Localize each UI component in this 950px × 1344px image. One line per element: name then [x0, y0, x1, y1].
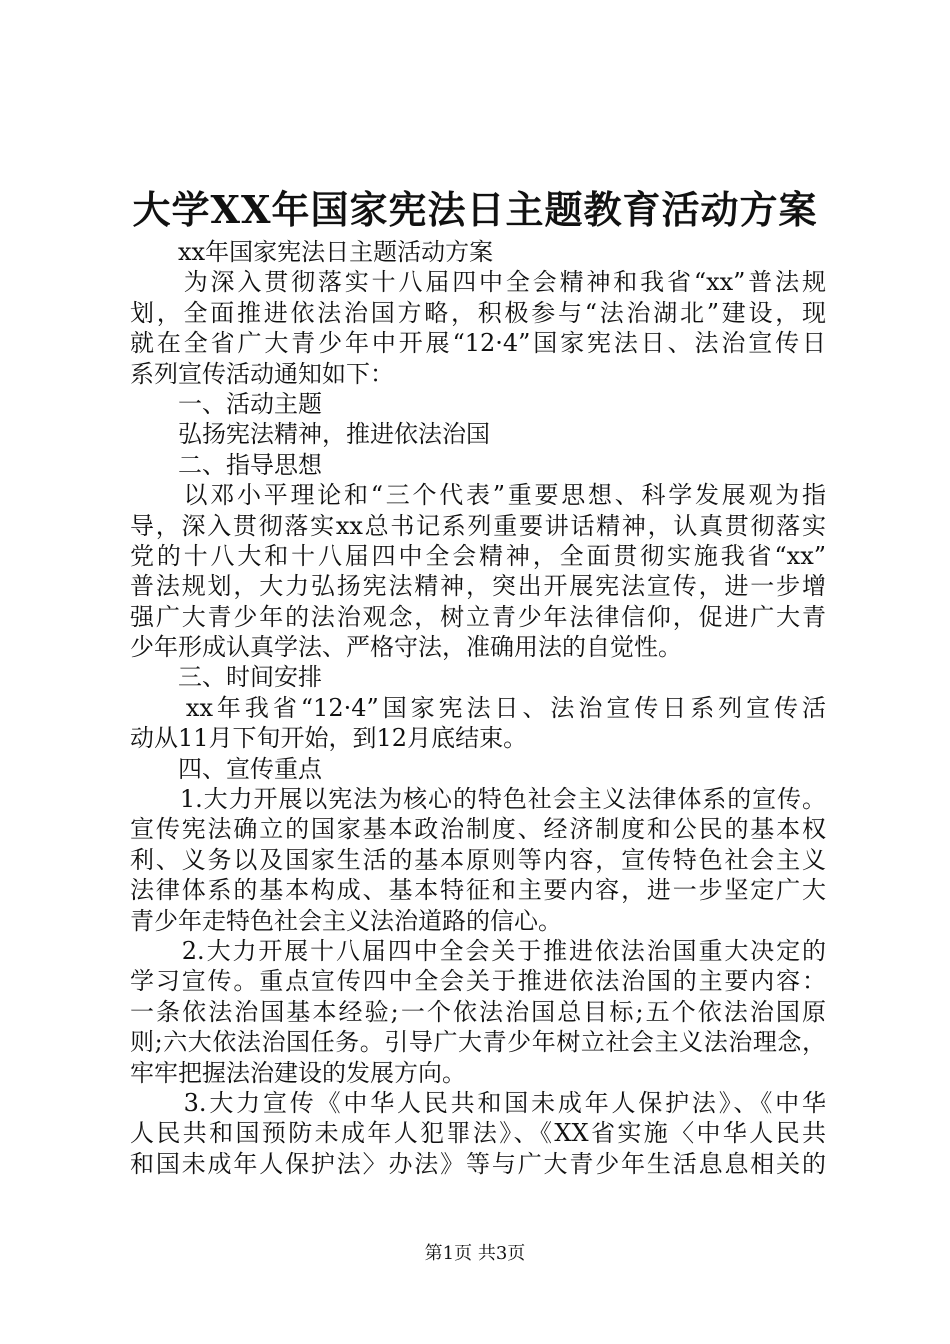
body-text-line: 法律体系的基本构成、基本特征和主要内容，进一步坚定广大: [130, 876, 826, 905]
body-text-line: 动从11月下旬开始，到12月底结束。: [130, 724, 528, 753]
document-title: 大学XX年国家宪法日主题教育活动方案: [132, 187, 818, 232]
body-text-line: 弘扬宪法精神，推进依法治国: [130, 420, 490, 449]
body-text-line: 三、时间安排: [130, 663, 322, 692]
body-text-line: 划，全面推进依法治国方略，积极参与“法治湖北”建设，现: [130, 298, 826, 327]
body-text-line: 1.大力开展以宪法为核心的特色社会主义法律体系的宣传。: [130, 785, 826, 814]
body-text-line: 青少年走特色社会主义法治道路的信心。: [130, 906, 562, 935]
body-text-line: 2.大力开展十八届四中全会关于推进依法治国重大决定的: [130, 936, 826, 965]
page-footer: 第1页 共3页: [424, 1243, 526, 1264]
body-text-line: 导，深入贯彻落实xx总书记系列重要讲话精神，认真贯彻落实: [130, 511, 826, 540]
body-text-line: 二、指导思想: [130, 450, 322, 479]
body-text-line: 党的十八大和十八届四中全会精神，全面贯彻实施我省“xx”: [130, 541, 826, 570]
body-text-line: 少年形成认真学法、严格守法，准确用法的自觉性。: [130, 633, 682, 662]
body-text-line: xx年我省“12·4”国家宪法日、法治宣传日系列宣传活: [130, 693, 826, 722]
body-text-line: 强广大青少年的法治观念，树立青少年法律信仰，促进广大青: [130, 602, 826, 631]
body-text-line: 和国未成年人保护法〉办法》等与广大青少年生活息息相关的: [130, 1149, 826, 1178]
body-text-line: 就在全省广大青少年中开展“12·4”国家宪法日、法治宣传日: [130, 329, 826, 358]
body-text-line: 宣传宪法确立的国家基本政治制度、经济制度和公民的基本权: [130, 815, 826, 844]
body-text-line: 普法规划，大力弘扬宪法精神，突出开展宪法宣传，进一步增: [130, 572, 826, 601]
body-text-line: 四、宣传重点: [130, 754, 322, 783]
body-text-line: 3.大力宣传《中华人民共和国未成年人保护法》、《中华: [130, 1088, 826, 1117]
body-text-line: 学习宣传。重点宣传四中全会关于推进依法治国的主要内容：: [130, 967, 826, 996]
body-text-line: 一条依法治国基本经验;一个依法治国总目标;五个依法治国原: [130, 997, 826, 1026]
body-text-line: 则;六大依法治国任务。引导广大青少年树立社会主义法治理念，: [130, 1028, 826, 1057]
body-text-line: 利、义务以及国家生活的基本原则等内容，宣传特色社会主义: [130, 845, 826, 874]
body-text-line: 系列宣传活动通知如下：: [130, 359, 394, 388]
body-text-line: 为深入贯彻落实十八届四中全会精神和我省“xx”普法规: [130, 268, 826, 297]
body-text-line: 一、活动主题: [130, 389, 322, 418]
body-text-line: xx年国家宪法日主题活动方案: [130, 238, 494, 266]
body-text-line: 人民共和国预防未成年人犯罪法》、《XX省实施〈中华人民共: [130, 1119, 826, 1148]
document-body: [130, 237, 826, 1179]
body-text-line: 牢牢把握法治建设的发展方向。: [130, 1058, 466, 1087]
body-text-line: 以邓小平理论和“三个代表”重要思想、科学发展观为指: [130, 481, 826, 510]
